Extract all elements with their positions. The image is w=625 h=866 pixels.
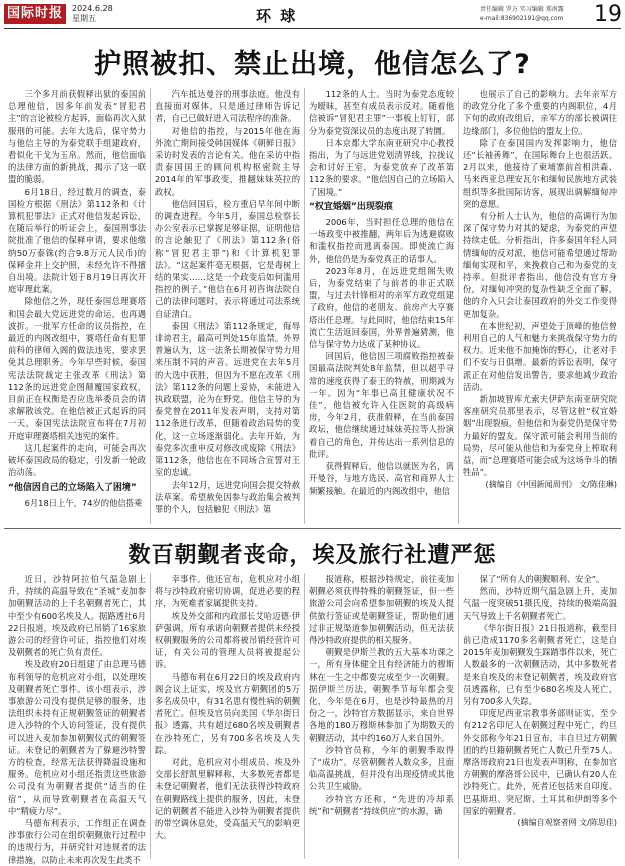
paragraph: 这几起案件的走向，可能会再次破坏泰国政局的稳定，引发新一轮政治动荡。 (8, 442, 146, 478)
paragraph: 2023年8月，在远进党组阁失败后，为泰党结束了与前者的非正式联盟，与过去针锋相对的亲军方政党组建了政府，他信的老朋友、前房产大亨赛塔出任总理。与此同时，他信结束15年流亡生活返回泰国，外界普遍猜测，他信与保守势力达成了某种协议。 (309, 265, 454, 350)
article1-column-4 (463, 88, 617, 524)
article1-column-2 (155, 88, 300, 524)
article2-column-3 (309, 573, 454, 859)
paragraph: 112条的人士。当时为泰党态度较为暧昧，甚至有成员表示反对。随着他信被诉“冒犯君主罪”一事板上钉钉，部分为泰党资深议员的态度出现了转圜。 (309, 89, 454, 136)
paragraph: 也展示了自己的影响力。去年亲军方的政党分化了多个重要的内阁职位，4月下旬的政府改组后，亲军方的部长被调往边缘部门，多位他信的盟友上位。 (463, 89, 617, 136)
paragraph: 朝觐是伊斯兰教的五大基本功课之一，所有身体健全且有经济能力的穆斯林在一生之中都要完成至少一次朝觐。据伊斯兰历法，朝觐季节每年都会变化，今年是在6月，也是沙特最热的月份之一，沙特官方数据显示，来自世界各地的180万穆斯林参加了为期数天的朝觐活动，其中约160万人来自国外。 (309, 647, 454, 743)
paragraph: 三个多月前获假释出狱的泰国前总理他信，因多年前发表“冒犯君主”的言论被检方起诉，面临再次入狱服刑的可能。去年大选后，保守势力与他信主导的为泰党联手组建政府，看似化干戈为玉帛。然而，他信面临的法律方面的新挑战，揭示了这一联盟的脆弱。 (8, 89, 146, 185)
paragraph: 然而，沙特近期气温急剧上升，麦加气温一度突破51摄氏度，持续的极端高温天气导致上千名朝觐者死亡。 (463, 586, 617, 621)
editor-line: 责任编辑 罗方 实习编辑 郑南露 (480, 6, 564, 13)
paragraph: 报道称，根据沙特规定，前往麦加朝觐必须获得特殊的朝觐签证，但一些旅游公司会向希望参加朝觐的埃及人提供旅行签证或是朝觐签证，帮助他们通过非正规渠道参加朝觐活动，但无法获得沙特政府提供的相关服务。 (309, 574, 454, 646)
article1-source-credit: (摘编自《中国新闻周刊》 文/陈佳琳) (485, 479, 617, 489)
paragraph: 新加坡智库尤索夫伊萨东南亚研究院客座研究员那里表示，尽管这桩“权宜婚姻”出现裂痕，但他信和为泰党仍是保守势力最好的盟友。保守派可能会利用当前的局势，尽可能从他信和为泰党身上榨取利益，而“总理赛塔可能会成为这场争斗的牺牲品”。 (463, 394, 617, 478)
article1-subheading-1: “他信因自己的立场陷入了困境” (8, 482, 137, 493)
paragraph: 近日，沙特阿拉伯气温急剧上升，持续的高温导致在“圣城”麦加参加朝觐活动的上千名朝觐者死亡，其中至少有600名埃及人。据路透社6月22日报道，埃及政府已吊销了16家旅游公司的经营许可证，指控他们对埃及朝觐者的死亡负有责任。 (8, 574, 146, 658)
paragraph: 回国后，他信因三项腐败指控被泰国最高法院判处8年监禁，但以超乎寻常的速度获得了泰王的特赦，刑期减为一年。因为“年事已高且健康状况不佳”，他信被允许入住医院的高级病房，今年2月，获准假释，在当前泰国政坛，他信继续通过妹妹英拉等人扮演着自己的角色，并传达出一系列信息的批评。 (309, 351, 454, 459)
article1-subheading-2: “权宜婚姻”出现裂痕 (309, 201, 393, 212)
paragraph: 保了“所有人的朝觐顺利、安全”。 (479, 574, 605, 584)
paragraph: 幸事件。他还宣布，危机应对小组将与沙特政府密切协调，促进必要的程序，为死难者家属提供支持。 (155, 574, 300, 609)
article2-column-1 (8, 573, 146, 865)
paragraph: 沙特官方还称，“先进的冷却系统”和“朝觐者”持续供应”的水源，确 (309, 793, 454, 816)
column-divider (458, 573, 459, 859)
column-divider (304, 88, 305, 524)
paragraph: 6月18日上午，74岁的他信搭乘 (24, 497, 143, 508)
paragraph: 日本京都大学东南亚研究中心教授指出，为了与远进党划清界线，拉拢议会和讨好王室，为泰党放弃了改革第112条的要求。“他信因自己的立场陷入了困境。” (309, 137, 454, 197)
paragraph: 除了在泰国国内发挥影响力，他信还“长袖善舞”，在国际舞台上也很活跃。2月以来，他接待了柬埔寨前首相洪森、马来西亚总理安瓦尔和缅甸民族地方武装组织等多批国际访客，展现出调解缅甸冲突的意愿。 (463, 137, 617, 209)
paragraph: 2006年，当时担任总理的他信在一场政变中被推翻，两年后为逃避腐败和滥权指控而逃离泰国。即使流亡海外，他信仍是为泰党真正的话事人。 (309, 217, 454, 264)
paragraph: 对他信的指控，与2015年他在海外流亡期间接受韩国媒体《朝鲜日报》采访时发表的言论有关。他在采访中指责泰国国王的顾问机构枢密院主导2014年的军事政变，推翻妹妹英拉的政权。 (155, 125, 300, 197)
page-header (0, 0, 625, 30)
paragraph: 马德布利在6月22日的埃及政府内阁会议上证实，埃及官方朝觐团的5万多名成员中，有31名患有慢性病的朝觐者死亡。但埃及官员向美国《华尔街日报》透露，共有超过680名埃及朝觐者在沙特死亡，另有700多名埃及人失踪。 (155, 671, 300, 755)
article2-column-2 (155, 573, 300, 859)
paragraph: 埃及外交部和内政部长艾哈迈德·伊萨强调，所有承诺向朝觐者提供未经授权朝觐服务的公司都将被吊销经营许可证，有关公司的管理人员将被提起公诉。 (155, 610, 300, 670)
paragraph: 汽车抵达曼谷的刑事法庭。他没有直接面对媒体，只是通过律师告诉记者，自己已做好进入司法程序的准备。 (155, 89, 300, 124)
editor-email: e-mail:836902191@qq.com (480, 15, 564, 22)
paragraph: 他信回国后，检方重启早年间中断的调查进程。今年5月，泰国总检察长办公室表示已掌握足够证据，证明他信的言论触犯了《刑法》第112条(俗称“冒犯君主罪”)和《计算机犯罪法》。“这起案件毫无根据，它是毒树上结的果实……这是一个政变后如何滥用指控的例子。”他信在6月初咨询法院自己的法律问题时，表示将通过司法系统自证清白。 (155, 198, 300, 319)
paragraph: 印度尼西亚宗教事务部则证实，至少有212名印尼人在朝觐过程中死亡，约旦外交部称今年21日宣布，丰自旦过方朝觐团的约旦籍朝觐者死亡人数已升至75人。摩洛哥政府21日也发表声明称，在参加官方朝觐的摩洛哥公民中，已确认有20人在沙特死亡。此外，死者还包括来自印度、巴基斯坦、突尼斯、土耳其和伊朗等多个国家的朝觐者。 (463, 708, 617, 816)
section-title: 环 球 (256, 7, 298, 25)
paragraph: 《华尔街日报》21日报道称，截至目前已造成1170多名朝觐者死亡，这是自2015年麦加朝觐发生踩踏事件以来，死亡人数最多的一次朝觐活动，其中多数死者是来自埃及的未登记朝觐者，埃及政府官员透露称，已有至少680名埃及人死亡，另有700多人失踪。 (463, 622, 617, 707)
article1-headline: 护照被扣、禁止出境，他信怎么了? (94, 49, 531, 80)
column-divider (304, 573, 305, 859)
article-separator (4, 528, 621, 529)
issue-weekday: 星期五 (72, 14, 96, 23)
paragraph: 对此，危机应对小组成员、埃及外交部长舒凯里解释称，大多数死者都是未登记朝觐者，他们无法获得沙特政府在朝觐路线上提供的服务，因此，未登记的朝觐者不能进入沙特为朝觐者提供的带空调休息处，受高温天气的影响更大。 (155, 757, 300, 841)
paragraph: 埃及政府20日组建了由总理马德布利领导的危机应对小组，以处理埃及朝觐者死亡事件。该小组表示，涉事旅游公司没有提供足够的服务，违法组织未持有正规朝觐签证的朝觐者进入沙特的个人访问签证，没有提供可以进入麦加参加朝觐仪式的朝觐签证。未登记的朝觐者为了躲避沙特警方的检查，经常无法获得降温设施和服务。危机应对小组还指责这些旅游公司没有为朝觐者提供“适当的住宿”，从而导致朝觐者在高温天气中“精疲力尽”。 (8, 659, 146, 816)
paragraph: 去年12月，远进党向国会提交特赦法草案。希望赦免因参与政治集会被判罪的个人，包括触犯《刑法》第 (155, 479, 300, 514)
article2-source-credit: (摘编自观察者网 文/陈思佳) (517, 818, 617, 828)
article1-column-1 (8, 88, 146, 524)
paragraph: 获得假释后，他信以就医为名，离开曼谷，与地方选民、高官和商界人士频繁接触。在最近的内阁改组中，他信 (309, 461, 454, 496)
issue-date-block (72, 4, 113, 24)
column-divider (150, 573, 151, 859)
paragraph: 在本世纪初，声望处于顶峰的他信曾利用自己的人气和魅力来挑战保守势力的权力。近来他不加掩饰的野心，让老对手们不安与日俱增。最新的诉讼表明，保守派正在对他信发出警告，要求他减少政治活动。 (463, 320, 617, 392)
paragraph: 除他信之外，现任泰国总理赛塔和国会最大党远进党的命运，也再遇波折。一批军方任命的议员指控，在最近的内阁改组中，赛塔任命有犯罪前科的律师入阁的做法违宪，要求罢免其总理职务。今年早些时候，泰国宪法法院裁定主张改革《刑法》第112条的远进党企图颠覆国家政权，目前正在权衡是否应选举委员会的请求解散该党。在他信被正式起诉的同一天，泰国宪法法院宣布将在7月初开庭审理赛塔相关违宪的案件。 (8, 296, 146, 441)
header-rule (4, 28, 621, 29)
article2-headline: 数百朝觐者丧命，埃及旅行社遭严惩 (128, 543, 497, 568)
paragraph: 有分析人士认为，他信的高调行为加深了保守势力对其的疑虑，为泰党的声望持续走低。分析指出，许多泰国年轻人同情缅甸的反对派，他信可能希望通过帮助缅甸实现和平，来挽救自己和为泰党的支持率。但批评者指出，他信没有官方身份，对缅甸冲突的复杂性缺乏全面了解，他的介入只会让泰国政府的外交工作变得更加复杂。 (463, 211, 617, 319)
column-divider (150, 88, 151, 524)
article2-column-4 (463, 573, 617, 859)
page-number: 19 (594, 2, 622, 27)
column-divider (458, 88, 459, 524)
paragraph: 6月18日，经过数月的调查，泰国检方根据《刑法》第112条和《计算机犯罪法》正式对他信发起诉讼，在随后举行的听证会上，泰国刑事法院批准了他信的保释申请，要求他缴纳50万泰铢(约合9.8万元人民币)的保释金并上交护照，未经允许不得擅自出境。法院计划于8月19日再次开庭审理此案。 (8, 186, 146, 295)
paragraph: 马德布利表示，工作组正在调查涉事旅行公司在组织朝觐旅行过程中的违规行为，并研究针对违规者的法律措施，以防止未来再次发生此类不 (8, 818, 146, 865)
paragraph: 泰国《刑法》第112条规定，侮辱诽谤君主，最高可判处15年监禁。外界普遍认为，这一法条长期被保守势力用来压制不同的声音。远进党在去年5月的大选中获胜，但因为不愿在改革《刑法》第112条的问题上妥协，未能进入执政联盟，沦为在野党。他信主导的为泰党曾在2011年发表声明，支持对第112条进行改革，但随着政治局势的变化，这一立场逐渐弱化。去年开始，为泰党多次重申反对修改或废除《刑法》第112条，他信也在不同场合宣誓对王室的忠诚。 (155, 320, 300, 478)
masthead-logo: 国际时报 (4, 4, 66, 24)
editor-credits (480, 5, 564, 23)
article1-column-3 (309, 88, 454, 524)
issue-date: 2024.6.28 (72, 4, 113, 13)
paragraph: 沙特官员称，今年的朝觐季取得了“成功”。尽管朝觐者人数众多，且面临高温挑战，但并没有出现疫情或其他公共卫生威胁。 (309, 744, 454, 792)
